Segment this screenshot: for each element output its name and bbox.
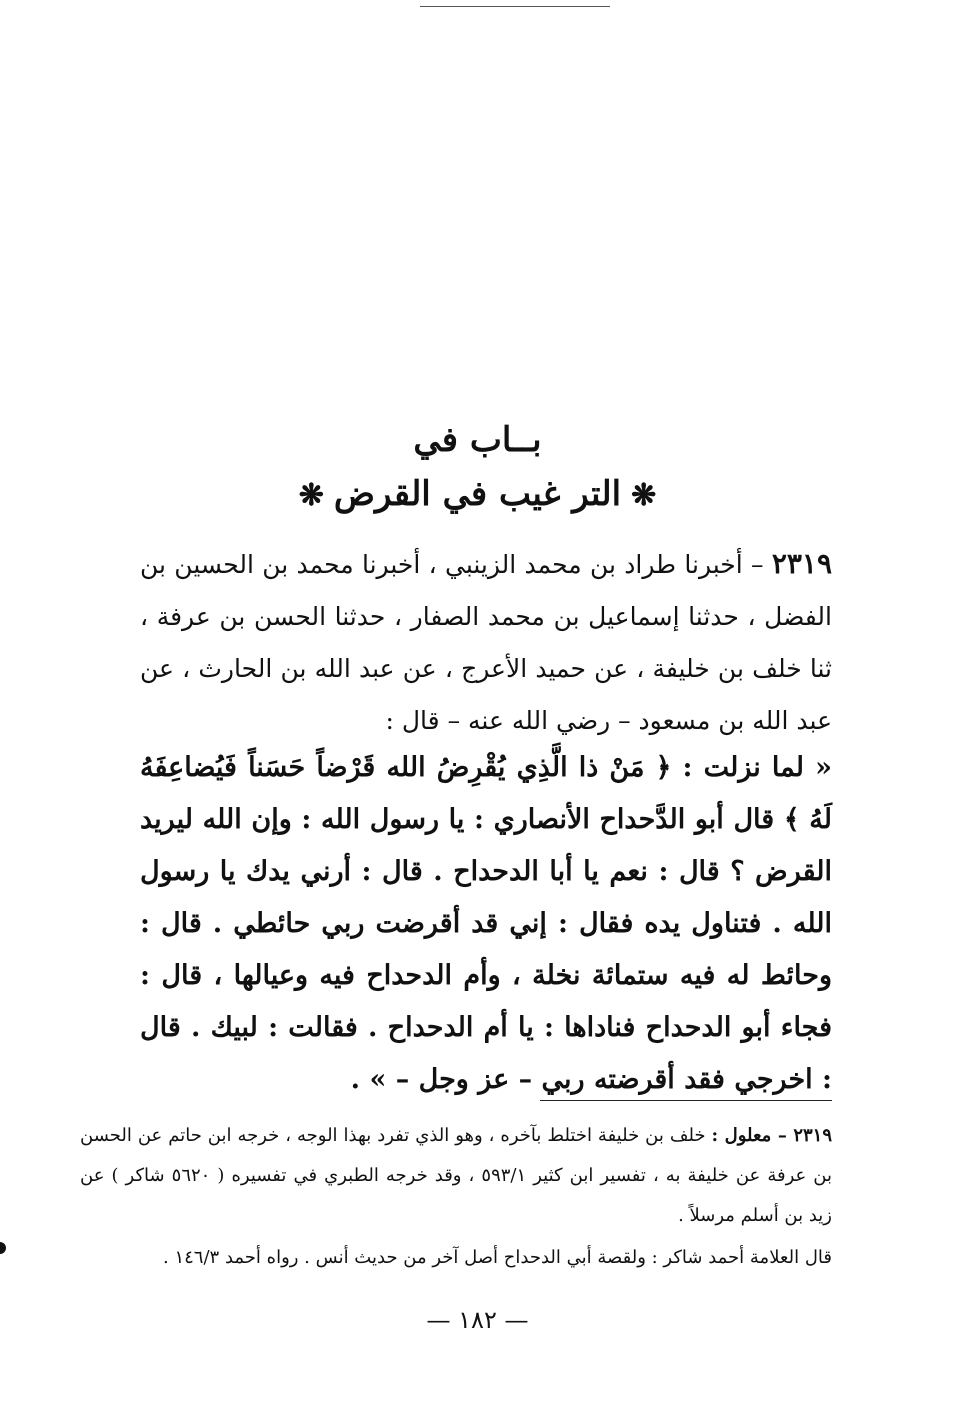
top-rule — [420, 6, 610, 7]
footnote-1-text: خلف بن خليفة اختلط بآخره ، وهو الذي تفرد بهذا الوجه ، خرجه ابن حاتم عن الحسن بن عرفة عن خليفة به ، تفسير ابن كثير ٥٩٣/١ ، وقد خرجه الطبري في تفسيره ( ٥٦٢٠ شاكر ) عن زيد بن أسلم مرسلاً . — [80, 1125, 832, 1226]
page-number: — ١٨٢ — — [426, 1306, 529, 1334]
margin-mark — [0, 1242, 6, 1254]
hadith-number: ٢٣١٩ — [771, 547, 832, 580]
footnotes — [80, 1116, 832, 1278]
footnote-2: قال العلامة أحمد شاكر : ولقصة أبي الدحداح أصل آخر من حديث أنس . رواه أحمد ١٤٦/٣ . — [163, 1247, 832, 1268]
chapter-title-text: التر غيب في القرض — [333, 474, 622, 514]
footnote-1 — [80, 1116, 832, 1236]
chapter-title — [0, 470, 955, 520]
hadith-isnad — [140, 538, 832, 747]
hadith-matn: « لما نزلت : ﴿ مَنْ ذا الَّذِي يُقْرِضُ الله قَرْضاً حَسَناً فَيُضاعِفَهُ لَهُ ﴾ قال أبو الدَّحداح الأنصاري : يا رسول الله : وإن الله ليريد القرض ؟ قال : نعم يا أبا الدحداح . قال : أرني يدك يا رسول الله . فتناول يده فقال : إني قد أقرضت ربي حائطي . قال : وحائط له فيه ستمائة نخلة ، وأم الدحداح فيه وعيالها ، قال : فجاء أبو الدحداح فناداها : يا أم الدحداح . فقالت : لبيك . قال : اخرجي فقد أقرضته ربي – عز وجل – » . — [140, 752, 832, 1095]
footnote-1-label: ٢٣١٩ – معلول : — [711, 1125, 832, 1146]
ornament-star-icon: ❋ — [631, 478, 657, 513]
ornament-star-icon: ❋ — [298, 478, 324, 513]
isnad-text: – أخبرنا طراد بن محمد الزينبي ، أخبرنا محمد بن الحسين بن الفضل ، حدثنا إسماعيل بن محمد الصفار ، حدثنا الحسن بن عرفة ، ثنا خلف بن خليفة ، عن حميد الأعرج ، عن عبد الله بن الحارث ، عن عبد الله بن مسعود – رضي الله عنه – قال : — [140, 550, 832, 735]
chapter-heading: بــاب في — [413, 420, 542, 460]
footnote-separator — [540, 1100, 832, 1101]
